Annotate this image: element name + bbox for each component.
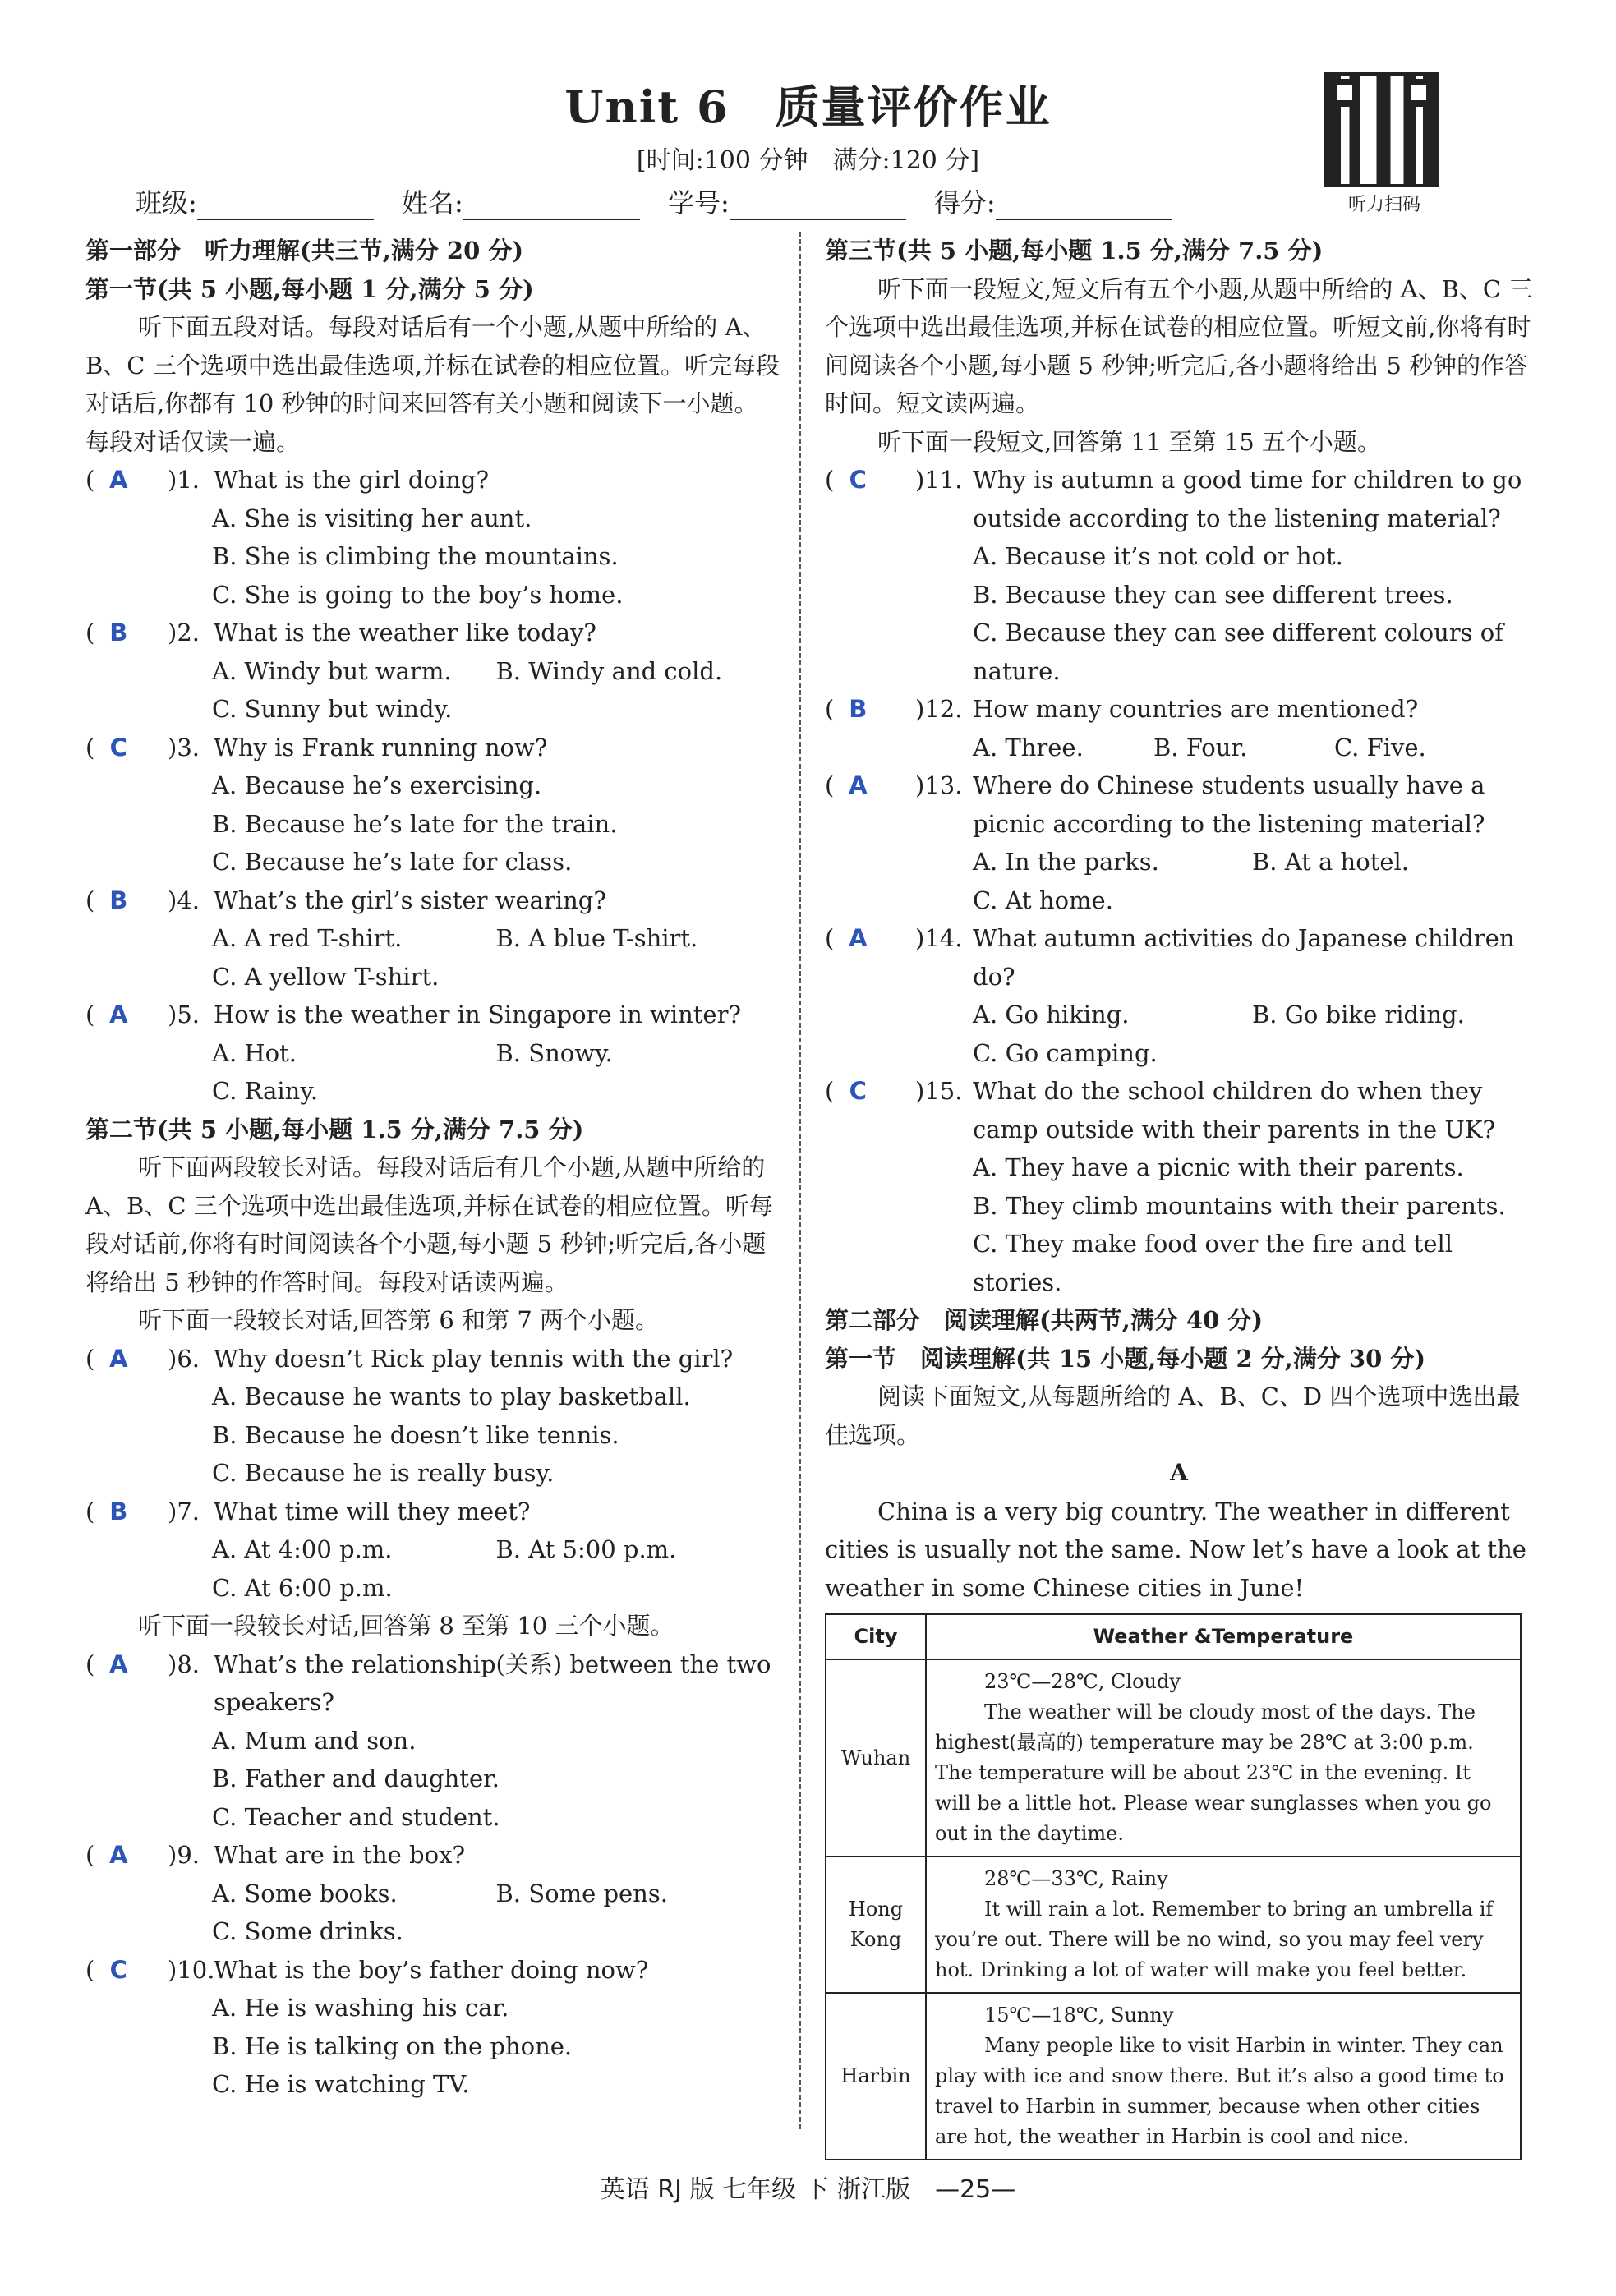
option-c: C. A yellow T-shirt.	[212, 962, 440, 991]
question-number: )10.	[168, 1955, 215, 1984]
part1-title: 第一部分 听力理解(共三节,满分 20 分)	[85, 237, 524, 265]
column-divider	[799, 232, 801, 2129]
option-a: A. Because he wants to play basketball.	[212, 1383, 691, 1410]
question-number: )1.	[168, 466, 200, 494]
answer-10[interactable]: C	[109, 1955, 127, 1984]
answer-11[interactable]: C	[849, 466, 867, 494]
question-8: ( A )8. What’s the relationship(关系) between the two speakers? A. Mum and son. B. Father and daughter. C. Teacher and student.	[85, 1645, 780, 1837]
answer-14[interactable]: A	[849, 924, 868, 952]
answer-3[interactable]: C	[109, 733, 127, 761]
option-a: A. Because he’s exercising.	[212, 771, 542, 799]
option-b: B. Because they can see different trees.	[973, 580, 1453, 609]
section1-title: 第一节(共 5 小题,每小题 1 分,满分 5 分)	[85, 274, 534, 303]
time-score-note: [时间:100 分钟 满分:120 分]	[636, 146, 980, 175]
option-c: C. Teacher and student.	[212, 1802, 500, 1831]
question-text: Why doesn’t Rick play tennis with the girl?	[214, 1344, 734, 1373]
option-c: C. Because he’s late for class.	[212, 848, 573, 876]
question-3: ( C )3. Why is Frank running now? A. Because he’s exercising. B. Because he’s late for the train. C. Because he’s late for class.	[85, 729, 780, 881]
temperature: 28℃—33℃, Rainy	[984, 1867, 1168, 1890]
question-text: What is the weather like today?	[214, 619, 596, 646]
option-c: C. At home.	[973, 886, 1113, 914]
question-15: ( C )15. What do the school children do when they camp outside with their parents in the UK? A. They have a picnic with their parents. B. They climb mountains with their parents. C. They make food over the fire and tell stories.	[825, 1072, 1533, 1301]
option-c: C. They make food over the fire and tell stories.	[973, 1230, 1453, 1296]
option-a: A. She is visiting her aunt.	[212, 504, 532, 532]
city-cell: Harbin	[826, 1993, 926, 2160]
question-2: ( B )2. What is the weather like today? A. Windy but warm. B. Windy and cold. C. Sunny but windy.	[85, 614, 780, 729]
temperature: 15℃—18℃, Sunny	[984, 2004, 1174, 2027]
passage-label: A	[1170, 1459, 1188, 1486]
name-label: 姓名:	[401, 187, 463, 219]
left-column	[85, 232, 780, 2104]
question-12: ( B )12. How many countries are mentioned? A. Three. B. Four. C. Five.	[825, 690, 1533, 766]
page-title: Unit 6 质量评价作业	[564, 81, 1052, 133]
option-c: C. She is going to the boy’s home.	[212, 580, 624, 609]
table-row	[826, 1659, 1521, 1857]
student-info-row	[136, 182, 1192, 220]
option-b: B. At 5:00 p.m.	[495, 1535, 677, 1563]
answer-13[interactable]: A	[849, 771, 868, 799]
id-label: 学号:	[667, 187, 730, 219]
question-text: How many countries are mentioned?	[973, 695, 1419, 723]
question-text: Where do Chinese students usually have a picnic according to the listening material?	[973, 771, 1485, 838]
weather-description: Many people like to visit Harbin in winter. They can play with ice and snow there. But it’s also a good time to travel to Harbin in summer, because when other cities are hot, the weather in Harbin is cool and nice.	[935, 2034, 1504, 2148]
section3-instructions: 听下面一段短文,短文后有五个小题,从题中所给的 A、B、C 三个选项中选出最佳选项,并标在试卷的相应位置。听短文前,你将有时间阅读各个小题,每小题 5 秒钟;听完后,各小题将给出 5 秒钟的作答时间。短文读两遍。	[825, 274, 1533, 417]
question-text: What is the boy’s father doing now?	[214, 1955, 649, 1984]
option-a: A. Go hiking.	[973, 1001, 1130, 1028]
score-label: 得分:	[933, 187, 996, 219]
option-b: B. Go bike riding.	[1252, 1001, 1465, 1028]
question-14: ( A )14. What autumn activities do Japanese children do? A. Go hiking. B. Go bike riding. C. Go camping.	[825, 919, 1533, 1072]
class-field[interactable]	[197, 196, 374, 220]
option-c: C. He is watching TV.	[212, 2070, 470, 2098]
question-text: What time will they meet?	[214, 1497, 531, 1525]
question-number: )11.	[915, 466, 963, 494]
weather-description: The weather will be cloudy most of the days. The highest(最高的) temperature may be 28℃ at 3:00 p.m. The temperature will be about 23℃ in the evening. It will be a little hot. Please wear sunglasses when you go out in the daytime.	[935, 1700, 1492, 1845]
page-footer: 英语 RJ 版 七年级 下 浙江版 —25—	[600, 2175, 1016, 2204]
score-field[interactable]	[996, 196, 1172, 220]
name-field[interactable]	[463, 196, 640, 220]
question-number: )3.	[168, 733, 200, 761]
part2-title: 第二部分 阅读理解(共两节,满分 40 分)	[825, 1306, 1264, 1334]
option-b: B. Because he’s late for the train.	[212, 809, 618, 838]
question-1: ( A )1. What is the girl doing? A. She is visiting her aunt. B. She is climbing the mountains. C. She is going to the boy’s home.	[85, 461, 780, 614]
answer-9[interactable]: A	[109, 1841, 128, 1869]
question-text: How is the weather in Singapore in winter?	[214, 1001, 742, 1028]
answer-2[interactable]: B	[109, 619, 128, 646]
question-11: ( C )11. Why is autumn a good time for children to go outside according to the listening material? A. Because it’s not cold or hot. B. Because they can see different trees. C. Because they can see different colours of nature.	[825, 461, 1533, 690]
question-4: ( B )4. What’s the girl’s sister wearing? A. A red T-shirt. B. A blue T-shirt. C. A yellow T-shirt.	[85, 881, 780, 996]
question-text: What’s the relationship(关系) between the two speakers?	[214, 1650, 771, 1716]
option-a: A. Mum and son.	[212, 1726, 417, 1755]
temperature: 23℃—28℃, Cloudy	[984, 1670, 1181, 1693]
class-label: 班级:	[136, 187, 197, 219]
option-a: A. At 4:00 p.m.	[212, 1535, 393, 1563]
question-text: Why is autumn a good time for children to go outside according to the listening material?	[973, 466, 1522, 532]
option-c: C. Go camping.	[973, 1038, 1158, 1067]
question-text: What is the girl doing?	[214, 466, 490, 494]
answer-4[interactable]: B	[109, 886, 128, 914]
qr-code[interactable]	[1324, 72, 1439, 187]
option-a: A. Because it’s not cold or hot.	[973, 542, 1343, 570]
question-text: What are in the box?	[214, 1841, 465, 1869]
section2-title: 第二节(共 5 小题,每小题 1.5 分,满分 7.5 分)	[85, 1115, 584, 1143]
right-column	[825, 232, 1533, 2160]
question-10: ( C )10. What is the boy’s father doing now? A. He is washing his car. B. He is talking on the phone. C. He is watching TV.	[85, 1951, 780, 2104]
city-cell: Wuhan	[826, 1659, 926, 1857]
answer-8[interactable]: A	[109, 1650, 128, 1678]
option-b: B. At a hotel.	[1252, 848, 1410, 876]
question-number: )2.	[168, 619, 200, 646]
answer-5[interactable]: A	[109, 1001, 128, 1028]
question-number: )4.	[168, 886, 200, 914]
table-header-weather: Weather &Temperature	[926, 1614, 1521, 1659]
option-b: B. She is climbing the mountains.	[212, 542, 619, 570]
question-text: What autumn activities do Japanese children do?	[973, 924, 1515, 991]
option-a: A. Some books.	[212, 1879, 398, 1907]
option-c: C. Five.	[1334, 733, 1426, 761]
passage-intro: China is a very big country. The weather in different cities is usually not the same. Now let’s have a look at the weather in some Chinese cities in June!	[825, 1497, 1526, 1602]
city-cell: Hong Kong	[826, 1857, 926, 1993]
option-c: C. Because he is really busy.	[212, 1459, 555, 1487]
option-b: B. Because he doesn’t like tennis.	[212, 1420, 619, 1449]
question-number: )9.	[168, 1841, 200, 1869]
option-a: A. Three.	[973, 733, 1084, 761]
option-c: C. Rainy.	[212, 1077, 319, 1105]
qr-label: 听力扫码	[1347, 195, 1420, 215]
weather-cell	[926, 1659, 1521, 1857]
option-b: B. He is talking on the phone.	[212, 2031, 573, 2060]
question-number: )6.	[168, 1344, 200, 1373]
option-a: A. A red T-shirt.	[212, 924, 403, 952]
answer-6[interactable]: A	[109, 1344, 128, 1373]
option-a: A. In the parks.	[973, 848, 1159, 876]
question-number: )5.	[168, 1001, 200, 1028]
question-text: What’s the girl’s sister wearing?	[214, 886, 606, 914]
option-a: A. Windy but warm.	[212, 656, 452, 685]
reading-section1-title: 第一节 阅读理解(共 15 小题,每小题 2 分,满分 30 分)	[825, 1344, 1426, 1373]
option-b: B. Four.	[1153, 733, 1248, 761]
option-c: C. Sunny but windy.	[212, 695, 453, 723]
question-5: ( A )5. How is the weather in Singapore in winter? A. Hot. B. Snowy. C. Rainy.	[85, 996, 780, 1111]
section3-title: 第三节(共 5 小题,每小题 1.5 分,满分 7.5 分)	[825, 237, 1324, 265]
option-a: A. Hot.	[212, 1038, 297, 1067]
question-number: )13.	[915, 771, 963, 799]
option-a: A. He is washing his car.	[212, 1994, 509, 2022]
table-header-city: City	[826, 1614, 926, 1659]
question-text: What do the school children do when they camp outside with their parents in the UK?	[973, 1077, 1496, 1143]
question-7: ( B )7. What time will they meet? A. At 4:00 p.m. B. At 5:00 p.m. C. At 6:00 p.m.	[85, 1493, 780, 1608]
section1-instructions: 听下面五段对话。每段对话后有一个小题,从题中所给的 A、B、C 三个选项中选出最佳选项,并标在试卷的相应位置。听完每段对话后,你都有 10 秒钟的时间来回答有关小题和阅读下一小题。每段对话仅读一遍。	[85, 313, 780, 456]
option-b: B. A blue T-shirt.	[495, 924, 698, 952]
id-field[interactable]	[730, 196, 906, 220]
question-9: ( A )9. What are in the box? A. Some books. B. Some pens. C. Some drinks.	[85, 1836, 780, 1951]
question-number: )8.	[168, 1650, 200, 1678]
weather-cell	[926, 1993, 1521, 2160]
question-number: )15.	[915, 1077, 963, 1105]
option-b: B. Snowy.	[495, 1038, 613, 1067]
section2-instructions: 听下面两段较长对话。每段对话后有几个小题,从题中所给的 A、B、C 三个选项中选出最佳选项,并标在试卷的相应位置。听每段对话前,你将有时间阅读各个小题,每小题 5 秒钟;听完后,各小题将给出 5 秒钟的作答时间。每段对话读两遍。	[85, 1153, 773, 1296]
table-row	[826, 1857, 1521, 1993]
option-a: A. They have a picnic with their parents.	[973, 1153, 1464, 1181]
question-number: )7.	[168, 1497, 200, 1525]
option-b: B. Father and daughter.	[212, 1765, 500, 1792]
option-c: C. At 6:00 p.m.	[212, 1573, 393, 1602]
answer-15[interactable]: C	[849, 1077, 867, 1105]
question-number: )14.	[915, 924, 963, 952]
question-13: ( A )13. Where do Chinese students usually have a picnic according to the listening material? A. In the parks. B. At a hotel. C. At home.	[825, 766, 1533, 919]
option-b: B. They climb mountains with their parents.	[973, 1191, 1506, 1220]
option-c: C. Some drinks.	[212, 1917, 403, 1945]
option-b: B. Windy and cold.	[495, 656, 723, 685]
table-row	[826, 1993, 1521, 2160]
dialog1-instructions: 听下面一段较长对话,回答第 6 和第 7 两个小题。	[138, 1306, 659, 1334]
dialog2-instructions: 听下面一段较长对话,回答第 8 至第 10 三个小题。	[138, 1612, 674, 1640]
option-c: C. Because they can see different colours of nature.	[973, 619, 1503, 685]
weather-description: It will rain a lot. Remember to bring an umbrella if you’re out. There will be no wind, so you may feel very hot. Drinking a lot of water will make you feel better.	[935, 1898, 1494, 1981]
answer-1[interactable]: A	[109, 466, 128, 494]
answer-7[interactable]: B	[109, 1497, 128, 1525]
option-b: B. Some pens.	[495, 1879, 668, 1907]
question-6: ( A )6. Why doesn’t Rick play tennis with the girl? A. Because he wants to play basketball. B. Because he doesn’t like tennis. C. Because he is really busy.	[85, 1340, 780, 1493]
question-text: Why is Frank running now?	[214, 733, 548, 761]
weather-table	[825, 1613, 1522, 2160]
weather-cell	[926, 1857, 1521, 1993]
question-number: )12.	[915, 695, 963, 723]
passage-instructions: 听下面一段短文,回答第 11 至第 15 五个小题。	[877, 427, 1381, 456]
answer-12[interactable]: B	[849, 695, 868, 723]
reading-instructions: 阅读下面短文,从每题所给的 A、B、C、D 四个选项中选出最佳选项。	[825, 1383, 1521, 1449]
